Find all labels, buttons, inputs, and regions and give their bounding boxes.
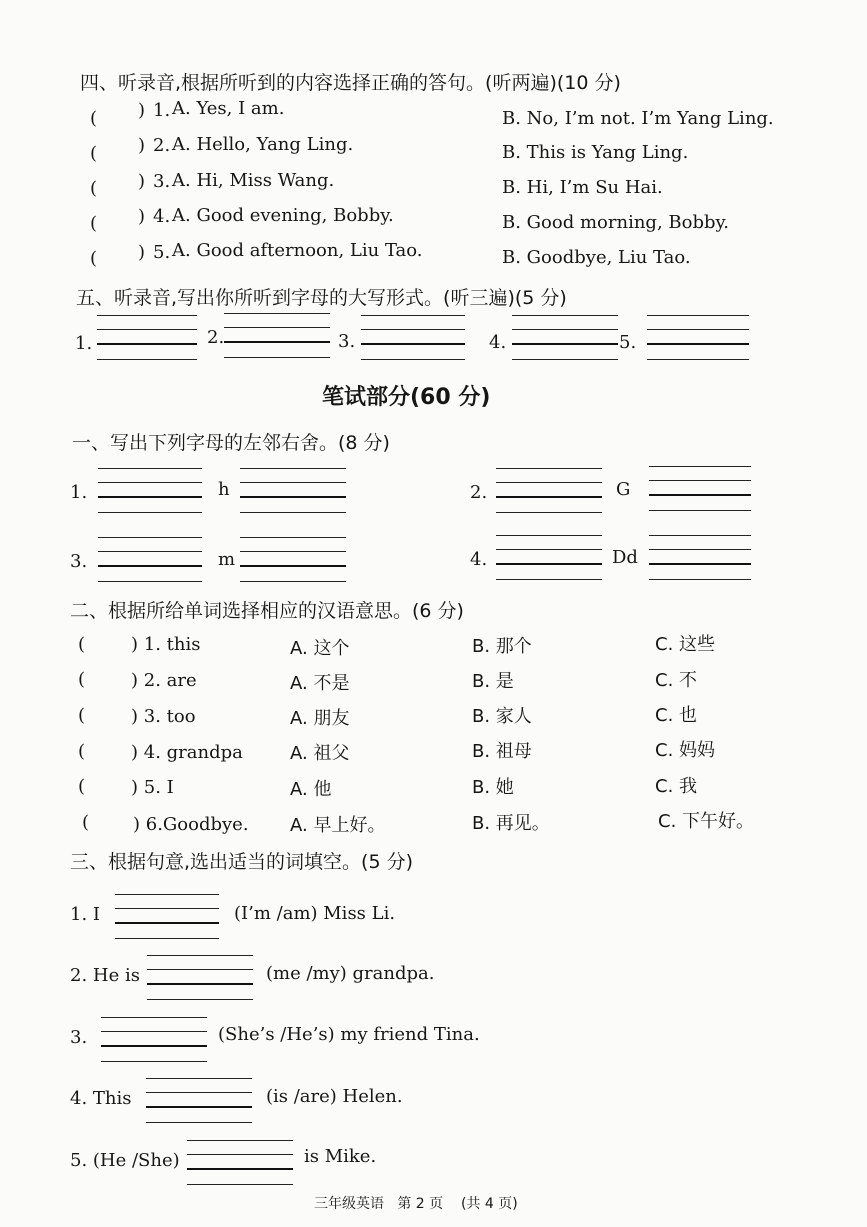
answer-paren-open: ( [90, 248, 98, 269]
writing-lines[interactable] [512, 315, 618, 363]
part1-heading: 一、写出下列字母的左邻右舍。(8 分) [72, 432, 390, 454]
section5-heading: 五、听录音,写出你所听到字母的大写形式。(听三遍)(5 分) [76, 287, 567, 309]
section4-heading: 四、听录音,根据所听到的内容选择正确的答句。(听两遍)(10 分) [80, 72, 621, 94]
option-a: A. Hi, Miss Wang. [172, 170, 335, 191]
page-footer: 三年级英语 第 2 页 (共 4 页) [314, 1196, 518, 1212]
word: ) 6.Goodbye. [133, 814, 249, 835]
writing-lines[interactable] [146, 1078, 252, 1126]
writing-lines[interactable] [649, 466, 751, 514]
item-number: 5. [153, 242, 171, 263]
option-c: C. 不 [655, 670, 698, 691]
answer-paren-close: ) [138, 206, 146, 227]
given-letter: Dd [612, 547, 638, 568]
sentence-end: is Mike. [304, 1146, 377, 1167]
option-b: B. Good morning, Bobby. [502, 212, 729, 233]
writing-lines[interactable] [187, 1140, 293, 1188]
option-b: B. 是 [472, 671, 514, 692]
word: ) 5. I [131, 777, 174, 798]
writing-lines[interactable] [115, 894, 219, 942]
option-a: A. 早上好。 [290, 815, 386, 836]
answer-paren-close: ) [138, 171, 146, 192]
answer-paren-open: ( [78, 669, 86, 690]
item-number: 2. [470, 482, 488, 503]
sentence-end: (me /my) grandpa. [266, 963, 435, 984]
option-c: C. 这些 [655, 634, 716, 655]
item-number: 4. [153, 206, 171, 227]
option-b: B. 祖母 [472, 741, 532, 762]
option-a: A. Good evening, Bobby. [172, 205, 394, 226]
option-c: C. 也 [655, 705, 698, 726]
option-c: C. 我 [655, 776, 698, 797]
sentence-end: (is /are) Helen. [266, 1086, 403, 1107]
answer-paren-open: ( [90, 108, 98, 129]
writing-lines[interactable] [224, 313, 330, 361]
writing-lines[interactable] [361, 315, 465, 363]
page-title: 笔试部分(60 分) [322, 385, 491, 410]
writing-lines[interactable] [98, 537, 202, 585]
given-letter: h [218, 479, 230, 500]
letter-label-1: 1. [75, 333, 93, 354]
writing-lines[interactable] [496, 535, 602, 583]
answer-paren-open: ( [82, 812, 90, 833]
option-b: B. 家人 [472, 706, 532, 727]
writing-lines[interactable] [240, 537, 346, 585]
word: ) 1. this [131, 634, 201, 655]
option-a: A. Good afternoon, Liu Tao. [172, 240, 423, 261]
answer-paren-close: ) [138, 242, 146, 263]
writing-lines[interactable] [101, 1017, 207, 1065]
word: ) 4. grandpa [131, 742, 243, 763]
letter-label-5: 5. [619, 332, 637, 353]
option-b: B. 再见。 [472, 813, 550, 834]
answer-paren-open: ( [90, 213, 98, 234]
answer-paren-close: ) [138, 135, 146, 156]
writing-lines[interactable] [97, 315, 197, 363]
word: ) 3. too [131, 706, 196, 727]
writing-lines[interactable] [647, 315, 749, 363]
word: ) 2. are [131, 670, 197, 691]
answer-paren-open: ( [78, 634, 86, 655]
answer-paren-close: ) [138, 100, 146, 121]
writing-lines[interactable] [496, 468, 602, 516]
sentence-end: (She’s /He’s) my friend Tina. [218, 1024, 480, 1045]
answer-paren-open: ( [90, 178, 98, 199]
given-letter: m [218, 549, 236, 570]
item-number: 1. [153, 100, 171, 121]
option-b: B. Hi, I’m Su Hai. [502, 177, 663, 198]
option-a: A. 不是 [290, 673, 350, 694]
option-c: C. 下午好。 [658, 811, 755, 832]
option-a: A. Yes, I am. [172, 98, 285, 119]
part2-heading: 二、根据所给单词选择相应的汉语意思。(6 分) [70, 600, 464, 622]
item-number: 4. [470, 549, 488, 570]
writing-lines[interactable] [147, 955, 253, 1003]
answer-paren-open: ( [90, 143, 98, 164]
sentence-start: 1. I [70, 904, 101, 925]
letter-label-2: 2. [207, 327, 225, 348]
given-letter: G [616, 479, 631, 500]
option-a: A. Hello, Yang Ling. [172, 134, 354, 155]
sentence-start: 3. [70, 1027, 88, 1048]
option-a: A. 这个 [290, 638, 350, 659]
sentence-start: 4. This [70, 1088, 132, 1109]
answer-paren-open: ( [78, 705, 86, 726]
option-c: C. 妈妈 [655, 740, 716, 761]
part3-heading: 三、根据句意,选出适当的词填空。(5 分) [70, 851, 413, 873]
item-number: 3. [153, 171, 171, 192]
sentence-end: (I’m /am) Miss Li. [234, 903, 396, 924]
option-a: A. 他 [290, 779, 332, 800]
answer-paren-open: ( [78, 776, 86, 797]
writing-lines[interactable] [98, 468, 202, 516]
item-number: 1. [70, 482, 88, 503]
option-b: B. This is Yang Ling. [502, 142, 689, 163]
answer-paren-open: ( [78, 741, 86, 762]
item-number: 3. [70, 551, 88, 572]
option-b: B. 那个 [472, 636, 532, 657]
option-a: A. 朋友 [290, 708, 350, 729]
writing-lines[interactable] [240, 468, 346, 516]
sentence-start: 2. He is [70, 965, 140, 986]
option-b: B. 她 [472, 777, 514, 798]
sentence-start: 5. (He /She) [70, 1150, 180, 1171]
option-a: A. 祖父 [290, 743, 350, 764]
letter-label-4: 4. [489, 332, 507, 353]
option-b: B. No, I’m not. I’m Yang Ling. [502, 108, 774, 129]
writing-lines[interactable] [649, 535, 751, 583]
option-b: B. Goodbye, Liu Tao. [502, 247, 691, 268]
letter-label-3: 3. [338, 331, 356, 352]
item-number: 2. [153, 135, 171, 156]
